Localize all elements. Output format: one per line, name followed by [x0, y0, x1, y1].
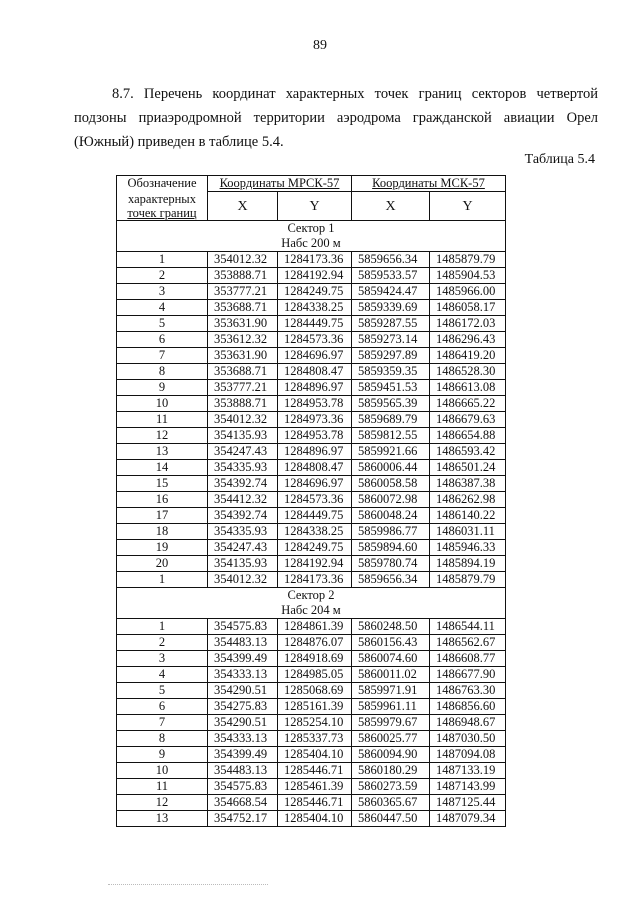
mrsk-x-cell: 354333.13: [208, 667, 278, 683]
table-row: [117, 651, 506, 667]
mrsk-x-cell: 354668.54: [208, 795, 278, 811]
mrsk-y-cell: 1284953.78: [278, 428, 352, 444]
point-id-cell: 16: [117, 492, 208, 508]
mrsk-x-cell: 354335.93: [208, 460, 278, 476]
mrsk-x-cell: 354483.13: [208, 763, 278, 779]
point-id-cell: 8: [117, 364, 208, 380]
point-id-cell: 9: [117, 747, 208, 763]
point-id-cell: 11: [117, 779, 208, 795]
mrsk-y-cell: 1285446.71: [278, 795, 352, 811]
mrsk-y-cell: 1284192.94: [278, 268, 352, 284]
mrsk-x-cell: 353777.21: [208, 380, 278, 396]
msk-x-cell: 5859451.53: [352, 380, 430, 396]
msk-y-cell: 1487143.99: [430, 779, 506, 795]
point-id-cell: 3: [117, 284, 208, 300]
msk-y-cell: 1486665.22: [430, 396, 506, 412]
mrsk-y-cell: 1285161.39: [278, 699, 352, 715]
msk-y-cell: 1486544.11: [430, 619, 506, 635]
point-id-cell: 7: [117, 715, 208, 731]
table-row: [117, 268, 506, 284]
mrsk-y-cell: 1284338.25: [278, 300, 352, 316]
point-id-cell: 10: [117, 396, 208, 412]
table-row: [117, 508, 506, 524]
table-row: [117, 811, 506, 827]
msk-x-cell: 5860048.24: [352, 508, 430, 524]
msk-x-cell: 5859961.11: [352, 699, 430, 715]
table-row: [117, 524, 506, 540]
mrsk-x-cell: 353688.71: [208, 364, 278, 380]
msk-y-cell: 1486562.67: [430, 635, 506, 651]
mrsk-x-cell: 354412.32: [208, 492, 278, 508]
sector1-title-cell: [117, 221, 506, 252]
mrsk-y-cell: 1284861.39: [278, 619, 352, 635]
msk-x-cell: 5859986.77: [352, 524, 430, 540]
coordinates-table: [116, 175, 506, 827]
point-id-cell: 10: [117, 763, 208, 779]
msk-x-cell: 5860011.02: [352, 667, 430, 683]
point-id-cell: 6: [117, 699, 208, 715]
point-id-cell: 19: [117, 540, 208, 556]
mrsk-y-cell: 1284573.36: [278, 332, 352, 348]
table-row: [117, 492, 506, 508]
table-row: [117, 396, 506, 412]
mrsk-y-cell: 1284696.97: [278, 348, 352, 364]
table-row: [117, 380, 506, 396]
sector1-habs: Набс 200 м: [281, 236, 341, 250]
msk-y-cell: 1485894.19: [430, 556, 506, 572]
msk-x-cell: 5859359.35: [352, 364, 430, 380]
msk-y-cell: 1486058.17: [430, 300, 506, 316]
mrsk-x-cell: 353631.90: [208, 348, 278, 364]
msk-x-cell: 5860180.29: [352, 763, 430, 779]
mrsk-y-cell: 1284338.25: [278, 524, 352, 540]
mrsk-x-cell: 354483.13: [208, 635, 278, 651]
msk-x-cell: 5859921.66: [352, 444, 430, 460]
point-id-cell: 7: [117, 348, 208, 364]
table-row: [117, 779, 506, 795]
msk-x-cell: 5860072.98: [352, 492, 430, 508]
mrsk-x-cell: 353888.71: [208, 268, 278, 284]
msk-y-cell: 1486856.60: [430, 699, 506, 715]
msk-x-cell: 5860094.90: [352, 747, 430, 763]
sector2-title-cell: [117, 588, 506, 619]
mrsk-y-cell: 1284249.75: [278, 540, 352, 556]
msk-x-cell: 5860074.60: [352, 651, 430, 667]
mrsk-y-cell: 1284449.75: [278, 508, 352, 524]
table-row: [117, 715, 506, 731]
msk-x-cell: 5860156.43: [352, 635, 430, 651]
sector2-title: Сектор 2: [287, 588, 335, 602]
header-point-label-lines: [117, 192, 208, 221]
msk-y-cell: 1486296.43: [430, 332, 506, 348]
mrsk-x-cell: 354247.43: [208, 444, 278, 460]
table-header-row: [117, 176, 506, 192]
mrsk-y-cell: 1285461.39: [278, 779, 352, 795]
table-row: [117, 316, 506, 332]
msk-x-cell: 5860006.44: [352, 460, 430, 476]
point-id-cell: 6: [117, 332, 208, 348]
table-row: [117, 556, 506, 572]
msk-x-cell: 5859894.60: [352, 540, 430, 556]
point-id-cell: 2: [117, 268, 208, 284]
header-msk-57: Координаты МСК-57: [352, 176, 506, 192]
table-row: [117, 540, 506, 556]
msk-x-cell: 5860058.58: [352, 476, 430, 492]
mrsk-x-cell: 354247.43: [208, 540, 278, 556]
point-id-cell: 1: [117, 252, 208, 268]
table-row: [117, 412, 506, 428]
msk-x-cell: 5859689.79: [352, 412, 430, 428]
msk-y-cell: 1485879.79: [430, 572, 506, 588]
point-id-cell: 5: [117, 683, 208, 699]
msk-x-cell: 5859780.74: [352, 556, 430, 572]
mrsk-x-cell: 353612.32: [208, 332, 278, 348]
mrsk-y-cell: 1284449.75: [278, 316, 352, 332]
msk-y-cell: 1487133.19: [430, 763, 506, 779]
table-row: [117, 428, 506, 444]
mrsk-y-cell: 1285337.73: [278, 731, 352, 747]
msk-y-cell: 1486501.24: [430, 460, 506, 476]
mrsk-x-cell: 354399.49: [208, 747, 278, 763]
mrsk-y-cell: 1284985.05: [278, 667, 352, 683]
table-row: [117, 444, 506, 460]
msk-x-cell: 5859424.47: [352, 284, 430, 300]
sector2-title-row: [117, 588, 506, 619]
msk-x-cell: 5859979.67: [352, 715, 430, 731]
intro-paragraph: 8.7. Перечень координат характерных точек границ секторов четвертой подзоны приаэродромной территории аэродрома гражданской авиации Орел (Южный) приведен в таблице 5.4.: [74, 86, 598, 150]
point-id-cell: 3: [117, 651, 208, 667]
header-point-label-line3: точек границ: [127, 205, 197, 220]
msk-x-cell: 5860447.50: [352, 811, 430, 827]
msk-y-cell: 1487125.44: [430, 795, 506, 811]
msk-y-cell: 1486172.03: [430, 316, 506, 332]
mrsk-y-cell: 1284249.75: [278, 284, 352, 300]
msk-y-cell: 1486031.11: [430, 524, 506, 540]
mrsk-x-cell: 354012.32: [208, 412, 278, 428]
table-row: [117, 284, 506, 300]
table-row: [117, 252, 506, 268]
msk-y-cell: 1485946.33: [430, 540, 506, 556]
msk-x-cell: 5859812.55: [352, 428, 430, 444]
mrsk-x-cell: 353688.71: [208, 300, 278, 316]
footer-rule: [108, 884, 268, 885]
header-point-label-line2: характерных: [128, 191, 196, 206]
msk-y-cell: 1486140.22: [430, 508, 506, 524]
mrsk-y-cell: 1284696.97: [278, 476, 352, 492]
mrsk-x-cell: 354575.83: [208, 619, 278, 635]
table-row: [117, 348, 506, 364]
msk-x-cell: 5860273.59: [352, 779, 430, 795]
mrsk-x-cell: 354012.32: [208, 252, 278, 268]
msk-y-cell: 1486593.42: [430, 444, 506, 460]
msk-y-cell: 1485966.00: [430, 284, 506, 300]
table-row: [117, 364, 506, 380]
msk-y-cell: 1486387.38: [430, 476, 506, 492]
msk-y-cell: 1486613.08: [430, 380, 506, 396]
msk-x-cell: 5860248.50: [352, 619, 430, 635]
point-id-cell: 2: [117, 635, 208, 651]
sector1-title-row: [117, 221, 506, 252]
table-row: [117, 476, 506, 492]
point-id-cell: 20: [117, 556, 208, 572]
mrsk-y-cell: 1284896.97: [278, 444, 352, 460]
table-row: [117, 619, 506, 635]
header-msk-x: X: [352, 192, 430, 221]
mrsk-x-cell: 354290.51: [208, 715, 278, 731]
table-row: [117, 667, 506, 683]
table-row: [117, 699, 506, 715]
mrsk-x-cell: 354399.49: [208, 651, 278, 667]
mrsk-x-cell: 354752.17: [208, 811, 278, 827]
msk-y-cell: 1486677.90: [430, 667, 506, 683]
point-id-cell: 4: [117, 300, 208, 316]
mrsk-y-cell: 1284896.97: [278, 380, 352, 396]
msk-y-cell: 1486419.20: [430, 348, 506, 364]
mrsk-x-cell: 354275.83: [208, 699, 278, 715]
mrsk-x-cell: 354135.93: [208, 428, 278, 444]
msk-x-cell: 5859656.34: [352, 572, 430, 588]
page-number: 89: [313, 38, 327, 53]
msk-x-cell: 5859339.69: [352, 300, 430, 316]
mrsk-x-cell: 353888.71: [208, 396, 278, 412]
mrsk-y-cell: 1284918.69: [278, 651, 352, 667]
mrsk-y-cell: 1284173.36: [278, 572, 352, 588]
table-row: [117, 683, 506, 699]
mrsk-x-cell: 353631.90: [208, 316, 278, 332]
table-row: [117, 795, 506, 811]
table-subheader-row: [117, 192, 506, 221]
point-id-cell: 14: [117, 460, 208, 476]
msk-x-cell: 5859656.34: [352, 252, 430, 268]
mrsk-y-cell: 1285068.69: [278, 683, 352, 699]
msk-y-cell: 1486528.30: [430, 364, 506, 380]
mrsk-y-cell: 1284192.94: [278, 556, 352, 572]
msk-y-cell: 1487079.34: [430, 811, 506, 827]
msk-y-cell: 1485879.79: [430, 252, 506, 268]
mrsk-y-cell: 1285404.10: [278, 747, 352, 763]
msk-y-cell: 1486262.98: [430, 492, 506, 508]
point-id-cell: 9: [117, 380, 208, 396]
mrsk-x-cell: 354290.51: [208, 683, 278, 699]
sector1-title: Сектор 1: [287, 221, 335, 235]
point-id-cell: 13: [117, 811, 208, 827]
header-mrsk-57: Координаты МРСК-57: [208, 176, 352, 192]
point-id-cell: 13: [117, 444, 208, 460]
mrsk-y-cell: 1285404.10: [278, 811, 352, 827]
table-row: [117, 763, 506, 779]
msk-x-cell: 5859565.39: [352, 396, 430, 412]
mrsk-x-cell: 353777.21: [208, 284, 278, 300]
point-id-cell: 18: [117, 524, 208, 540]
point-id-cell: 1: [117, 619, 208, 635]
mrsk-y-cell: 1284973.36: [278, 412, 352, 428]
point-id-cell: 1: [117, 572, 208, 588]
mrsk-x-cell: 354335.93: [208, 524, 278, 540]
point-id-cell: 11: [117, 412, 208, 428]
header-mrsk-y: Y: [278, 192, 352, 221]
table-row: [117, 572, 506, 588]
msk-x-cell: 5859287.55: [352, 316, 430, 332]
msk-y-cell: 1486763.30: [430, 683, 506, 699]
msk-y-cell: 1487030.50: [430, 731, 506, 747]
msk-x-cell: 5859297.89: [352, 348, 430, 364]
table-row: [117, 300, 506, 316]
sector2-habs: Набс 204 м: [281, 603, 341, 617]
point-id-cell: 5: [117, 316, 208, 332]
mrsk-x-cell: 354333.13: [208, 731, 278, 747]
table-row: [117, 460, 506, 476]
msk-x-cell: 5859971.91: [352, 683, 430, 699]
msk-y-cell: 1486608.77: [430, 651, 506, 667]
point-id-cell: 12: [117, 795, 208, 811]
mrsk-x-cell: 354575.83: [208, 779, 278, 795]
point-id-cell: 12: [117, 428, 208, 444]
mrsk-y-cell: 1284876.07: [278, 635, 352, 651]
mrsk-y-cell: 1284808.47: [278, 460, 352, 476]
table-row: [117, 731, 506, 747]
msk-y-cell: 1486679.63: [430, 412, 506, 428]
msk-x-cell: 5859273.14: [352, 332, 430, 348]
msk-x-cell: 5860365.67: [352, 795, 430, 811]
msk-y-cell: 1486948.67: [430, 715, 506, 731]
table-row: [117, 635, 506, 651]
mrsk-y-cell: 1284953.78: [278, 396, 352, 412]
point-id-cell: 4: [117, 667, 208, 683]
mrsk-x-cell: 354135.93: [208, 556, 278, 572]
point-id-cell: 8: [117, 731, 208, 747]
mrsk-y-cell: 1284173.36: [278, 252, 352, 268]
point-id-cell: 15: [117, 476, 208, 492]
point-id-cell: 17: [117, 508, 208, 524]
msk-y-cell: 1485904.53: [430, 268, 506, 284]
header-msk-y: Y: [430, 192, 506, 221]
msk-x-cell: 5859533.57: [352, 268, 430, 284]
mrsk-y-cell: 1284808.47: [278, 364, 352, 380]
mrsk-x-cell: 354012.32: [208, 572, 278, 588]
header-point-label-line1: Обозначение: [117, 176, 208, 192]
mrsk-y-cell: 1285446.71: [278, 763, 352, 779]
table-row: [117, 332, 506, 348]
msk-y-cell: 1487094.08: [430, 747, 506, 763]
table-caption: Таблица 5.4: [524, 152, 595, 167]
header-mrsk-x: X: [208, 192, 278, 221]
table-row: [117, 747, 506, 763]
msk-x-cell: 5860025.77: [352, 731, 430, 747]
mrsk-y-cell: 1285254.10: [278, 715, 352, 731]
mrsk-x-cell: 354392.74: [208, 508, 278, 524]
mrsk-y-cell: 1284573.36: [278, 492, 352, 508]
mrsk-x-cell: 354392.74: [208, 476, 278, 492]
msk-y-cell: 1486654.88: [430, 428, 506, 444]
